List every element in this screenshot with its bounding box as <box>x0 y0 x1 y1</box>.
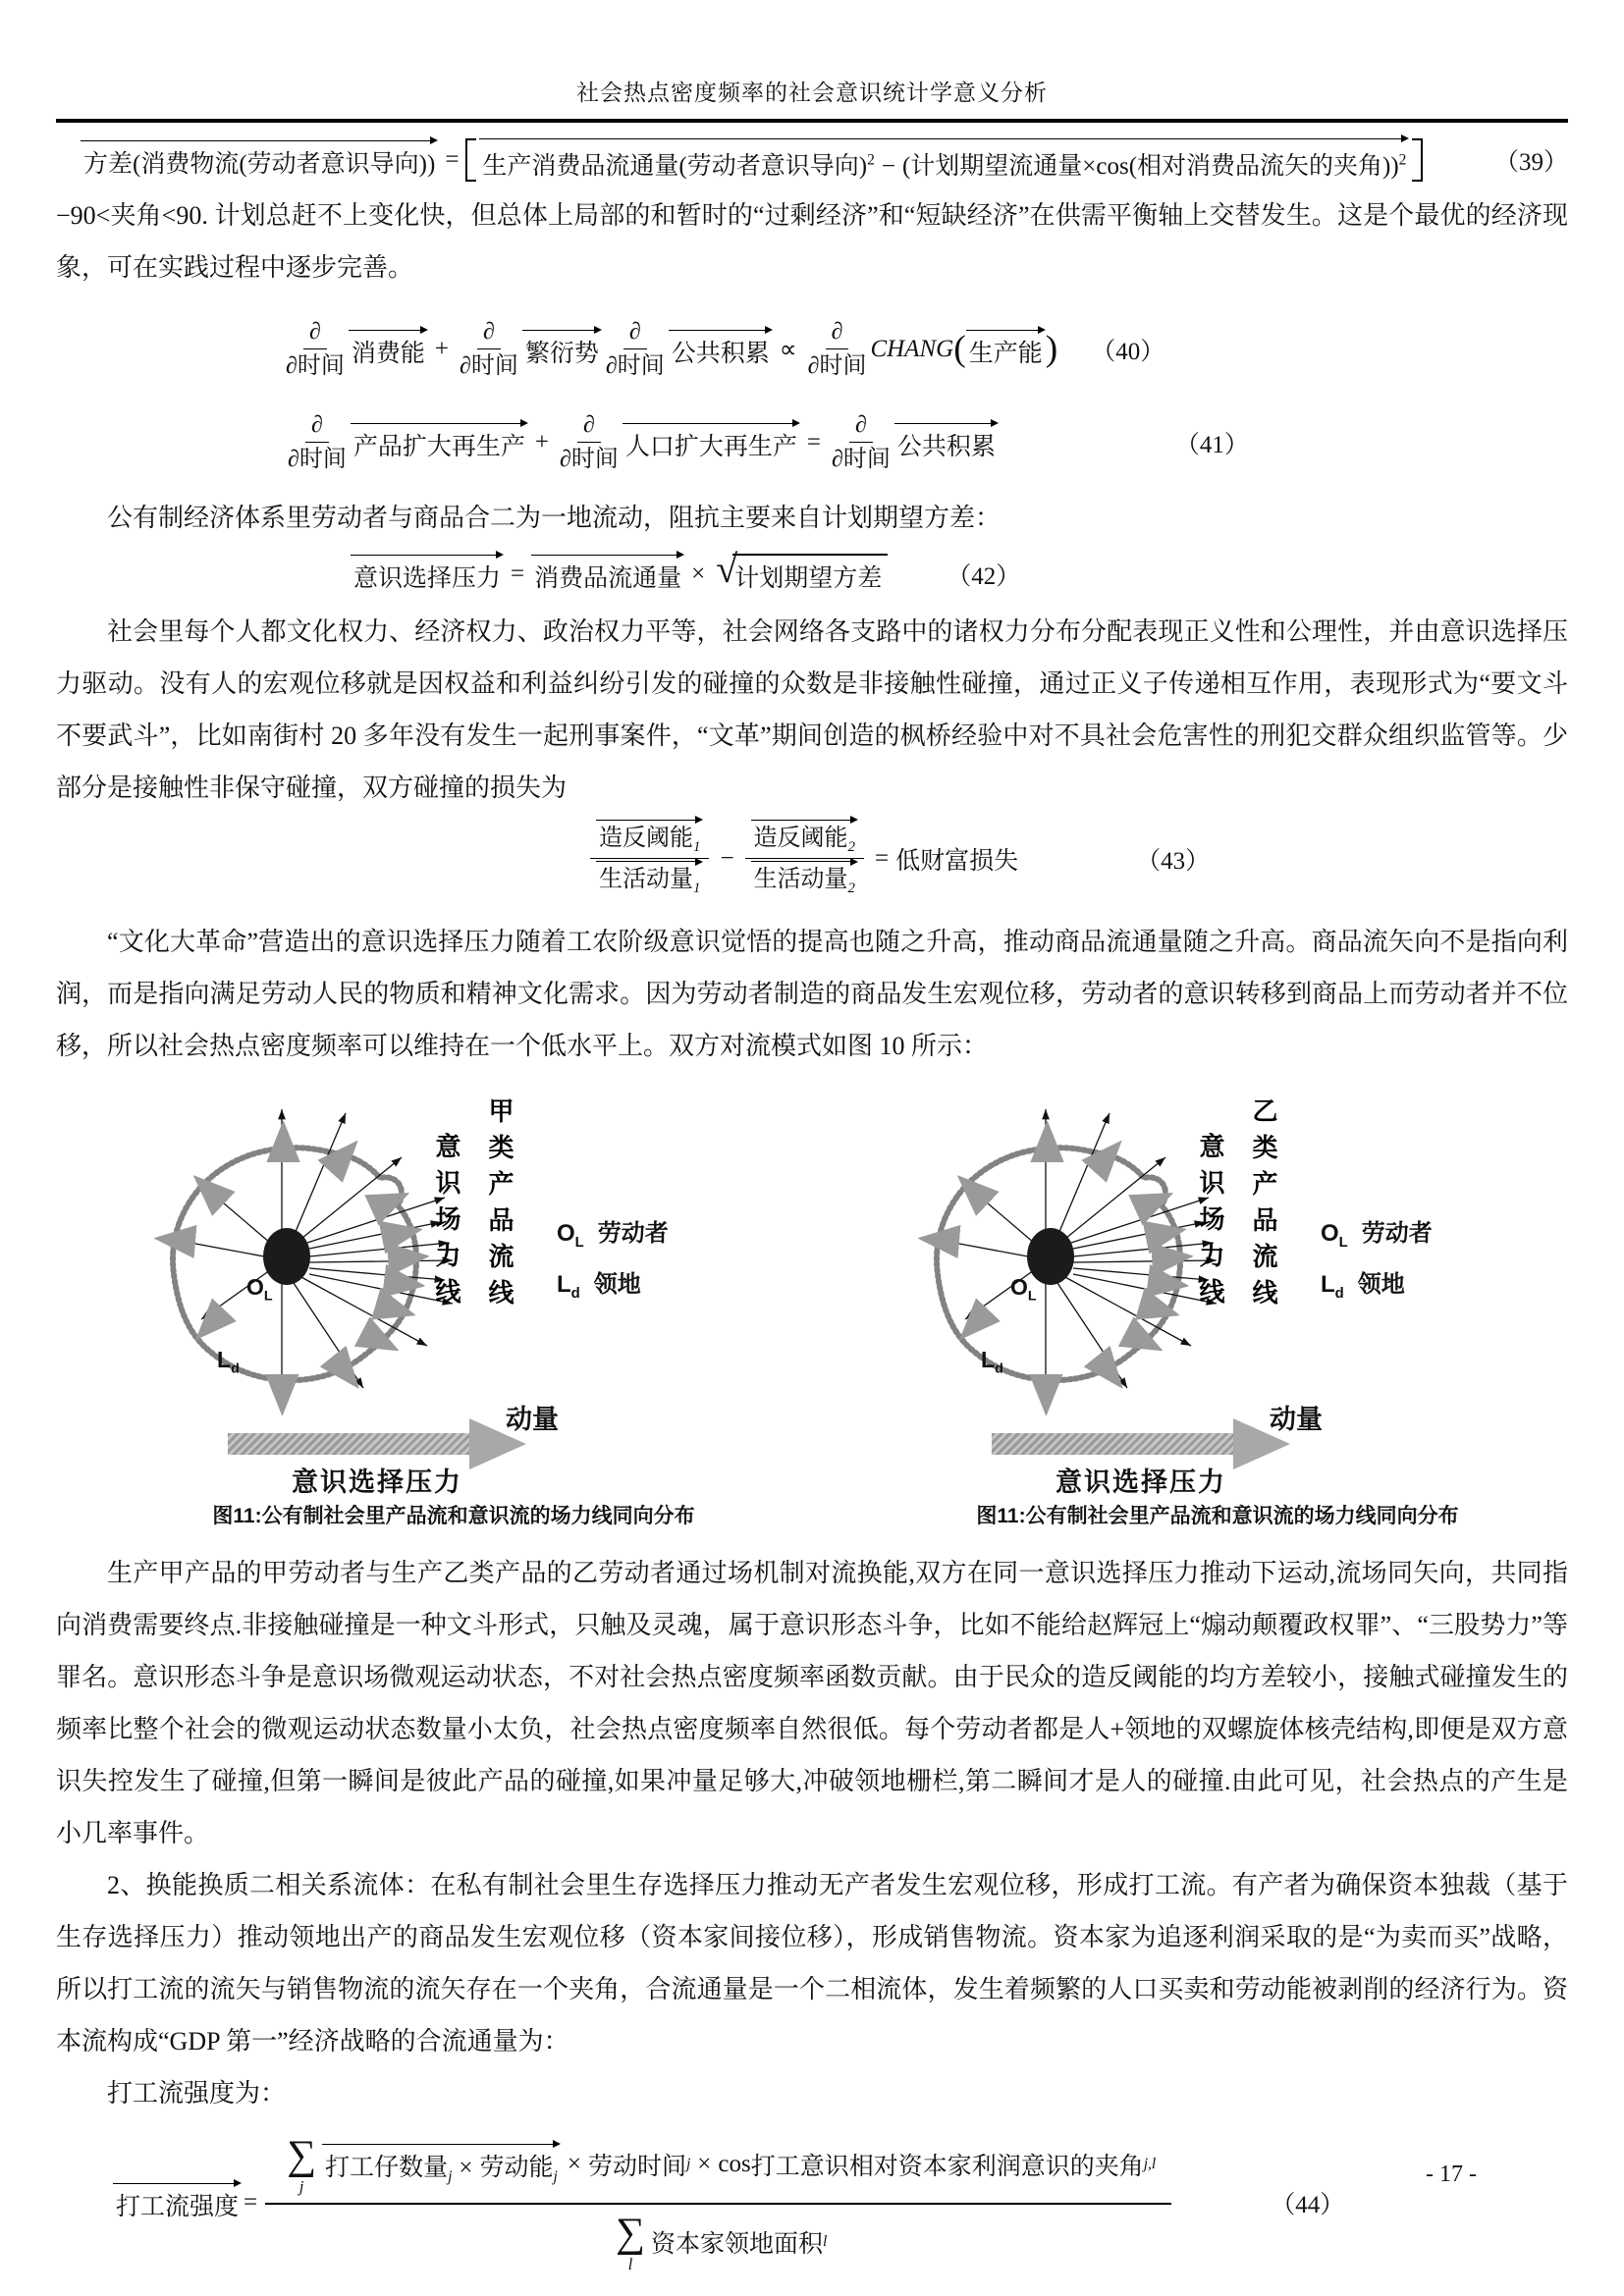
product-flow-line-label: 乙类产品流线 <box>1249 1096 1278 1315</box>
page-number: - 17 - <box>1426 2162 1477 2187</box>
territory-label: $L_d$ <box>217 1346 240 1377</box>
summation-l: ∑ l <box>616 2210 645 2273</box>
equation-39: 方差(消费物流(劳动者意识导向)) = 生产消费品流通量(劳动者意识导向)$^2$ − (计划期望流通量×cos(相对消费品流矢的夹角))$^2$ （39） <box>56 138 1568 182</box>
summation-j: ∑ j <box>287 2132 317 2196</box>
eq44-fraction: ∑ j 打工仔数量$_j$ × 劳动能$_j$ × 劳动时间 j × cos 打工意识相对资本家利润意识的夹角 j,l ∑ l 资本家领地面积 l <box>265 2133 1171 2272</box>
figure-11-right <box>908 1088 1527 1529</box>
eq41-number: （41） <box>1174 431 1249 458</box>
worker-origin-label: $O_L$ <box>1010 1273 1037 1305</box>
header-divider <box>56 119 1568 123</box>
pressure-arrow-shaft <box>992 1433 1233 1455</box>
legend-worker: $O_L$ 劳动者 <box>1321 1219 1433 1251</box>
consciousness-field-line-label: 意识场力线 <box>432 1132 461 1314</box>
paragraph-cultural-revolution: “文化大革命”营造出的意识选择压力随着工农阶级意识觉悟的提高也随之升高，推动商品流通量随之升高。商品流矢向不是指向利润，而是指向满足劳动人民的物质和精神文化需求。因为劳动者制造的商品发生宏观位移，劳动者的意识转移到商品上而劳动者并不位移，所以社会热点密度频率可以维持在一个低水平上。双方对流模式如图 10 所示： <box>56 927 1568 1060</box>
square-root: √ 计划期望方差 <box>716 554 888 594</box>
figure-11-left <box>144 1088 763 1529</box>
worker-origin-label: $O_L$ <box>246 1273 273 1305</box>
chang-function: CHANG <box>870 335 954 362</box>
eq44-number: （44） <box>1271 2191 1345 2218</box>
equation-44: 打工流强度 = ∑ j 打工仔数量$_j$ × 劳动能$_j$ × 劳动时间 j × cos 打工意识相对资本家利润意识的夹角 j,l ∑ l 资本家领地面积 l （44） <box>113 2133 1568 2272</box>
eq39-number: （39） <box>1493 149 1568 176</box>
momentum-label: 动量 <box>1270 1404 1323 1434</box>
figure-row <box>56 1088 1568 1529</box>
figure-legend <box>557 1213 669 1315</box>
field-line-diagram-a <box>144 1088 763 1497</box>
eq39-rhs: 生产消费品流通量(劳动者意识导向)$^2$ − (计划期望流通量×cos(相对消费品流矢的夹角))$^2$ <box>479 138 1409 182</box>
pressure-arrow-shaft <box>228 1433 469 1455</box>
eq43-number: （43） <box>1136 847 1211 875</box>
paragraph-work-flow-intensity: 打工流强度为： <box>107 2078 287 2108</box>
field-line-diagram-b <box>908 1088 1527 1497</box>
paragraph-plan-economy: −90<夹角<90. 计划总赶不上变化快，但总体上局部的和暂时的“过剩经济”和“短缺经济”在供需平衡轴上交替发生。这是个最优的经济现象，可在实践过程中逐步完善。 <box>56 201 1568 282</box>
product-flow-line-label: 甲类产品流线 <box>485 1096 514 1315</box>
paragraph-exchange: 生产甲产品的甲劳动者与生产乙类产品的乙劳动者通过场机制对流换能,双方在同一意识选择压力推动下运动,流场同矢向，共同指向消费需要终点.非接触碰撞是一种文斗形式，只触及灵魂，属于意识形态斗争，比如不能给赵辉冠上“煽动颠覆政权罪”、“三股势力”等罪名。意识形态斗争是意识场微观运动状态，不对社会热点密度频率函数贡献。由于民众的造反阈能的均方差较小，接触式碰撞发生的频率比整个社会的微观运动状态数量小太负，社会热点密度频率自然很低。每个劳动者都是人+领地的双螺旋体核壳结构,即便是双方意识失控发生了碰撞,但第一瞬间是彼此产品的碰撞,如果冲量足够大,冲破领地栅栏,第二瞬间才是人的碰撞.由此可见，社会热点的产生是小几率事件。 <box>56 1558 1568 1847</box>
equation-42: 意识选择压力 = 消费品流通量 × √ 计划期望方差 （42） <box>351 554 1568 594</box>
figure-legend <box>1321 1213 1433 1315</box>
partial-time-fraction: $\frac{\partial}{\text{∂时间}}$ <box>286 319 345 379</box>
eq42-number: （42） <box>947 562 1021 590</box>
left-bracket <box>465 138 476 182</box>
consciousness-field-line-label: 意识场力线 <box>1196 1132 1225 1314</box>
paragraph-public-ownership: 公有制经济体系里劳动者与商品合二为一地流动，阻抗主要来自计划期望方差： <box>107 504 1001 532</box>
pressure-arrow-head <box>469 1418 526 1469</box>
page-title: 社会热点密度频率的社会意识统计学意义分析 <box>576 80 1048 105</box>
equation-41: $\frac{\partial}{\text{∂时间}}$ 产品扩大再生产 + $\frac{\partial}{\text{∂时间}}$ 人口扩大再生产 = $\frac{\partial}{\text{∂时间}}$ 公共积累 （41） <box>288 412 1249 472</box>
pressure-label: 意识选择压力 <box>292 1467 462 1497</box>
eq40-number: （40） <box>1091 338 1165 365</box>
legend-territory: $L_d$ 领地 <box>1321 1270 1405 1302</box>
eq39-lhs: 方差(消费物流(劳动者意识导向)) <box>81 140 438 180</box>
figure-caption: 图11:公有制社会里产品流和意识流的场力线同向分布 <box>976 1504 1459 1527</box>
figure-caption: 图11:公有制社会里产品流和意识流的场力线同向分布 <box>212 1504 695 1527</box>
paragraph-equal-rights: 社会里每个人都文化权力、经济权力、政治权力平等，社会网络各支路中的诸权力分布分配表现正义性和公理性，并由意识选择压力驱动。没有人的宏观位移就是因权益和利益纠纷引发的碰撞的众数是非接触性碰撞，通过正义子传递相互作用，表现形式为“要文斗不要武斗”，比如南街村 20 多年没有发生一起刑事案件，“文革”期间创造的枫桥经验中对不具社会危害性的刑犯交群众组织监管等。少部分是接触性非保守碰撞，双方碰撞的损失为 <box>56 617 1568 802</box>
right-bracket <box>1412 138 1423 182</box>
legend-worker: $O_L$ 劳动者 <box>557 1219 669 1251</box>
equation-43: $\frac{造反阈能_1}{生活动量_1}$ − $\frac{造反阈能_2}{生活动量_2}$ = 低财富损失 （43） <box>586 820 1568 898</box>
territory-label: $L_d$ <box>981 1346 1003 1377</box>
equation-40: $\frac{\partial}{\text{∂时间}}$ 消费能 + $\frac{\partial}{\text{∂时间}}$ 繁衍势 $\frac{\partial}{\text{∂时间}}$ 公共积累 ∝ $\frac{\partial}{\text{∂时间}}$ CHANG ( 生产能 ) （40） <box>286 319 1165 379</box>
pressure-arrow-head <box>1233 1418 1290 1469</box>
paragraph-two-phase-flow: 2、换能换质二相关系流体：在私有制社会里生存选择压力推动无产者发生宏观位移，形成打工流。有产者为确保资本独裁（基于生存选择压力）推动领地出产的商品发生宏观位移（资本家间接位移），形成销售物流。资本家为追逐利润采取的是“为卖而买”战略，所以打工流的流矢与销售物流的流矢存在一个夹角，合流通量是一个二相流体，发生着频繁的人口买卖和劳动能被剥削的经济行为。资本流构成“GDP 第一”经济战略的合流通量为： <box>56 1870 1568 2056</box>
legend-territory: $L_d$ 领地 <box>557 1270 641 1302</box>
momentum-label: 动量 <box>506 1404 559 1434</box>
pressure-label: 意识选择压力 <box>1056 1467 1226 1497</box>
